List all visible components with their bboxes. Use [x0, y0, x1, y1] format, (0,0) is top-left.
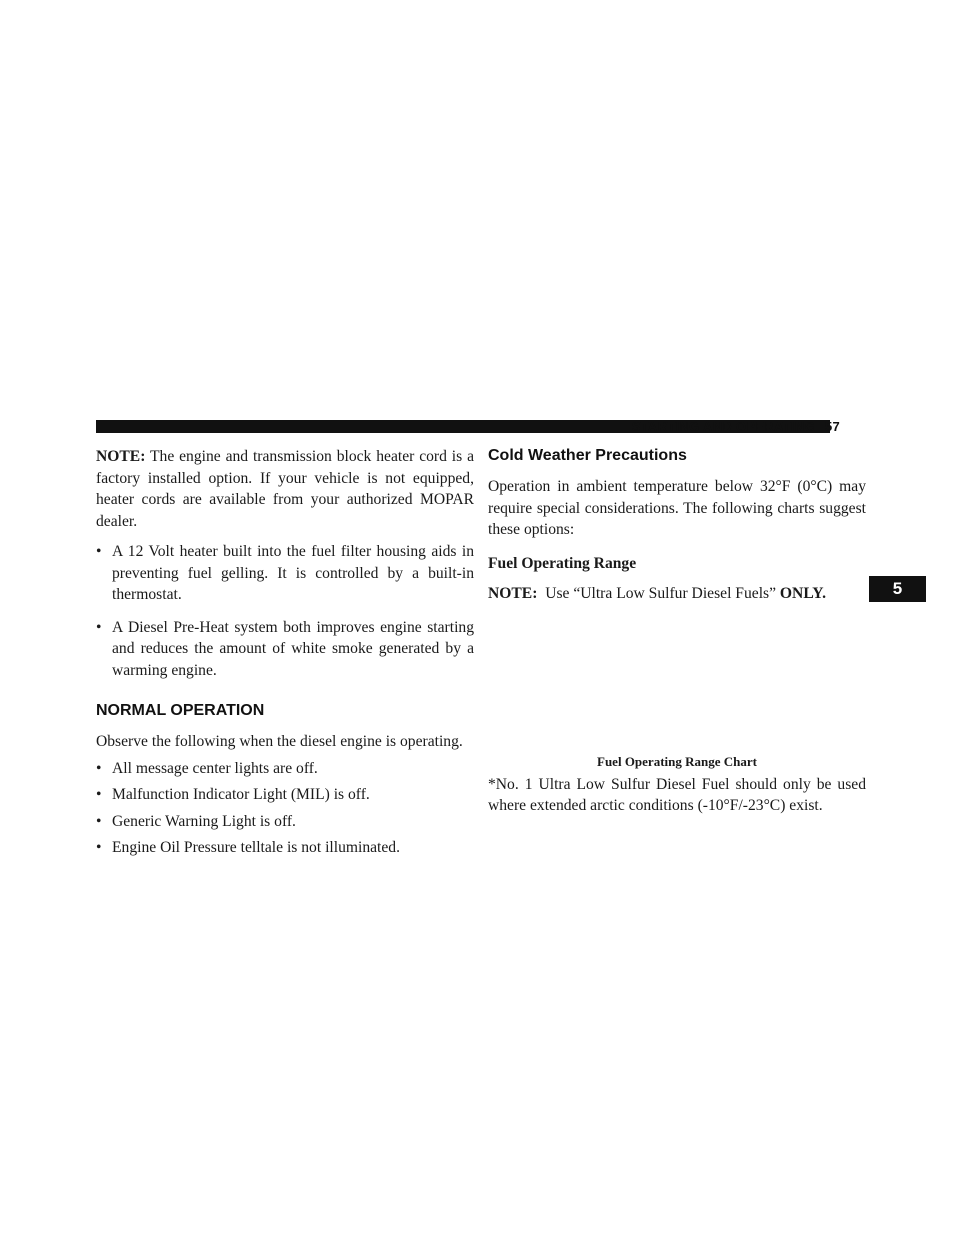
list-item: [96, 617, 474, 682]
cold-weather-heading: Cold Weather Precautions: [488, 447, 687, 464]
list-item: [96, 784, 474, 806]
bullet-icon: •: [96, 839, 102, 856]
heater-bullet-list: [96, 541, 474, 681]
list-item-text: Engine Oil Pressure telltale is not illuminated.: [112, 839, 400, 856]
bullet-icon: •: [96, 618, 102, 636]
bullet-icon: •: [96, 543, 102, 560]
note-label: NOTE:: [96, 448, 146, 465]
list-item-text: Malfunction Indicator Light (MIL) is off.: [112, 786, 370, 803]
bullet-icon: •: [96, 812, 102, 830]
note-text: Use “Ultra Low Sulfur Diesel Fuels”: [545, 585, 777, 602]
list-item-text: A Diesel Pre-Heat system both improves engine starting and reduces the amount of white smoke generated by a warming engine.: [112, 618, 474, 679]
page-number: 57: [824, 419, 840, 434]
running-header: [632, 419, 840, 434]
note-emphasis: ONLY.: [779, 585, 827, 602]
list-item-text: A 12 Volt heater built into the fuel filter housing aids in preventing fuel gelling. It is controlled by a built-in thermostat.: [112, 543, 474, 603]
list-item-text: All message center lights are off.: [112, 759, 318, 777]
chart-caption: Fuel Operating Range Chart: [597, 753, 757, 769]
bullet-icon: •: [96, 786, 102, 803]
note-text: The engine and transmission block heater cord is a factory installed option. If your vehicle is not equipped, heater cords are available from your authorized MOPAR dealer.: [96, 448, 474, 530]
list-item: [96, 811, 474, 833]
chapter-tab: 5: [869, 576, 926, 602]
list-item: [96, 541, 474, 606]
list-item-text: Generic Warning Light is off.: [112, 812, 296, 830]
bullet-icon: •: [96, 759, 102, 777]
section-title: STARTING AND OPERATING: [631, 419, 815, 434]
right-column: [488, 446, 866, 817]
fuel-range-heading: Fuel Operating Range: [488, 554, 637, 572]
list-item: [96, 758, 474, 780]
normal-operation-list: [96, 758, 474, 859]
normal-operation-heading: NORMAL OPERATION: [96, 702, 265, 719]
fuel-note: [488, 583, 866, 605]
list-item: [96, 837, 474, 859]
footnote: *No. 1 Ultra Low Sulfur Diesel Fuel should only be used where extended arctic conditions (-10°F/-23°C) exist.: [488, 775, 866, 814]
chart-area: [488, 605, 866, 753]
note-label: NOTE:: [488, 585, 538, 602]
left-column: [96, 446, 474, 859]
note-paragraph: [96, 446, 474, 532]
cold-weather-intro: Operation in ambient temperature below 32°F (0°C) may require special considerations. The following charts suggest these options:: [488, 478, 866, 538]
normal-operation-intro: Observe the following when the diesel engine is operating.: [96, 733, 463, 750]
